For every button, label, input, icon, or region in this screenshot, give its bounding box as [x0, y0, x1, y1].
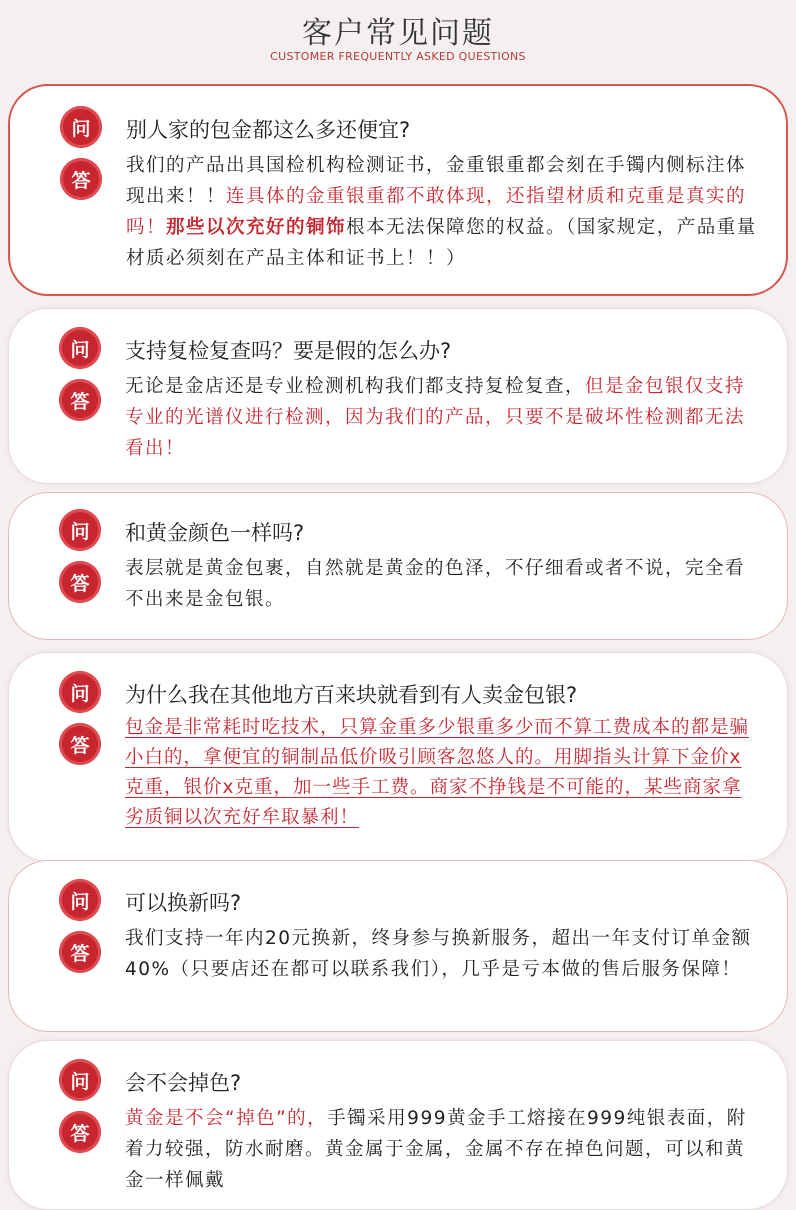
- answer-icon: 答: [59, 723, 101, 765]
- answer-highlight: 黄金是不会“掉色”的，: [125, 1108, 328, 1129]
- answer-icon: 答: [60, 158, 102, 200]
- question-icon: 问: [60, 106, 102, 148]
- answer-icon: 答: [59, 931, 101, 973]
- answer-text: 手镯采用999黄金手工熔接在999纯银表面，附着力较强，防水耐磨。黄金属于金属，金属不存在掉色问题，可以和黄金一样佩戴: [125, 1108, 747, 1191]
- faq-answer: [126, 150, 758, 274]
- faq-answer: [125, 1103, 757, 1196]
- faq-answer: [125, 713, 757, 833]
- answer-icon: 答: [59, 1111, 101, 1153]
- faq-question: 可以换新吗?: [125, 891, 242, 915]
- faq-card-6: [8, 1040, 788, 1210]
- question-icon: 问: [59, 879, 101, 921]
- faq-answer: [125, 371, 757, 464]
- faq-question: 和黄金颜色一样吗?: [125, 521, 305, 545]
- page-title: 客户常见问题: [302, 16, 494, 51]
- faq-card-1: [8, 84, 788, 296]
- question-icon: 问: [59, 1059, 101, 1101]
- question-icon: 问: [59, 671, 101, 713]
- answer-text: 根本无法保障您的权益。（国家规定，产品重量材质必须刻在产品主体和证书上！！）: [126, 217, 757, 269]
- faq-answer: [125, 923, 757, 985]
- faq-answer: [125, 553, 757, 615]
- page-subtitle: CUSTOMER FREQUENTLY ASKED QUESTIONS: [270, 50, 526, 63]
- answer-highlight: 但是金包银仅支持专业的光谱仪进行检测，因为我们的产品，只要不是破坏性检测都无法看出！: [125, 376, 746, 459]
- faq-card-2: [8, 308, 788, 484]
- faq-question: 支持复检复查吗？要是假的怎么办?: [125, 339, 452, 363]
- answer-icon: 答: [59, 379, 101, 421]
- answer-text: 表层就是黄金包裹，自然就是黄金的色泽，不仔细看或者不说，完全看不出来是金包银。: [125, 558, 746, 610]
- question-icon: 问: [59, 327, 101, 369]
- faq-question: 会不会掉色?: [125, 1071, 242, 1095]
- answer-text: 我们的产品出具国检机构检测证书，金重银重都会刻在手镯内侧标注体现出来！！: [126, 155, 747, 207]
- faq-card-5: [8, 860, 788, 1032]
- answer-highlight: 包金是非常耗时吃技术，只算金重多少银重多少而不算工费成本的都是骗小白的，拿便宜的铜制品低价吸引顾客忽悠人的。用脚指头计算下金价x克重，银价x克重，加一些手工费。商家不挣钱是不可能的，某些商家拿劣质铜以次充好牟取暴利！: [125, 717, 750, 828]
- question-icon: 问: [59, 509, 101, 551]
- faq-card-4: [8, 652, 788, 862]
- answer-highlight: 连具体的金重银重都不敢体现，还指望材质和克重是真实的吗！: [126, 186, 747, 238]
- header: [0, 0, 796, 80]
- answer-text: 我们支持一年内20元换新，终身参与换新服务，超出一年支付订单金额40%（只要店还在都可以联系我们），几乎是亏本做的售后服务保障！: [125, 928, 752, 980]
- faq-question: 为什么我在其他地方百来块就看到有人卖金包银?: [125, 683, 578, 707]
- answer-icon: 答: [59, 561, 101, 603]
- faq-card-3: [8, 492, 788, 640]
- answer-text: 无论是金店还是专业检测机构我们都支持复检复查，: [125, 376, 586, 397]
- answer-highlight-bold: 那些以次充好的铜饰: [166, 217, 347, 238]
- faq-question: 别人家的包金都这么多还便宜?: [126, 118, 411, 142]
